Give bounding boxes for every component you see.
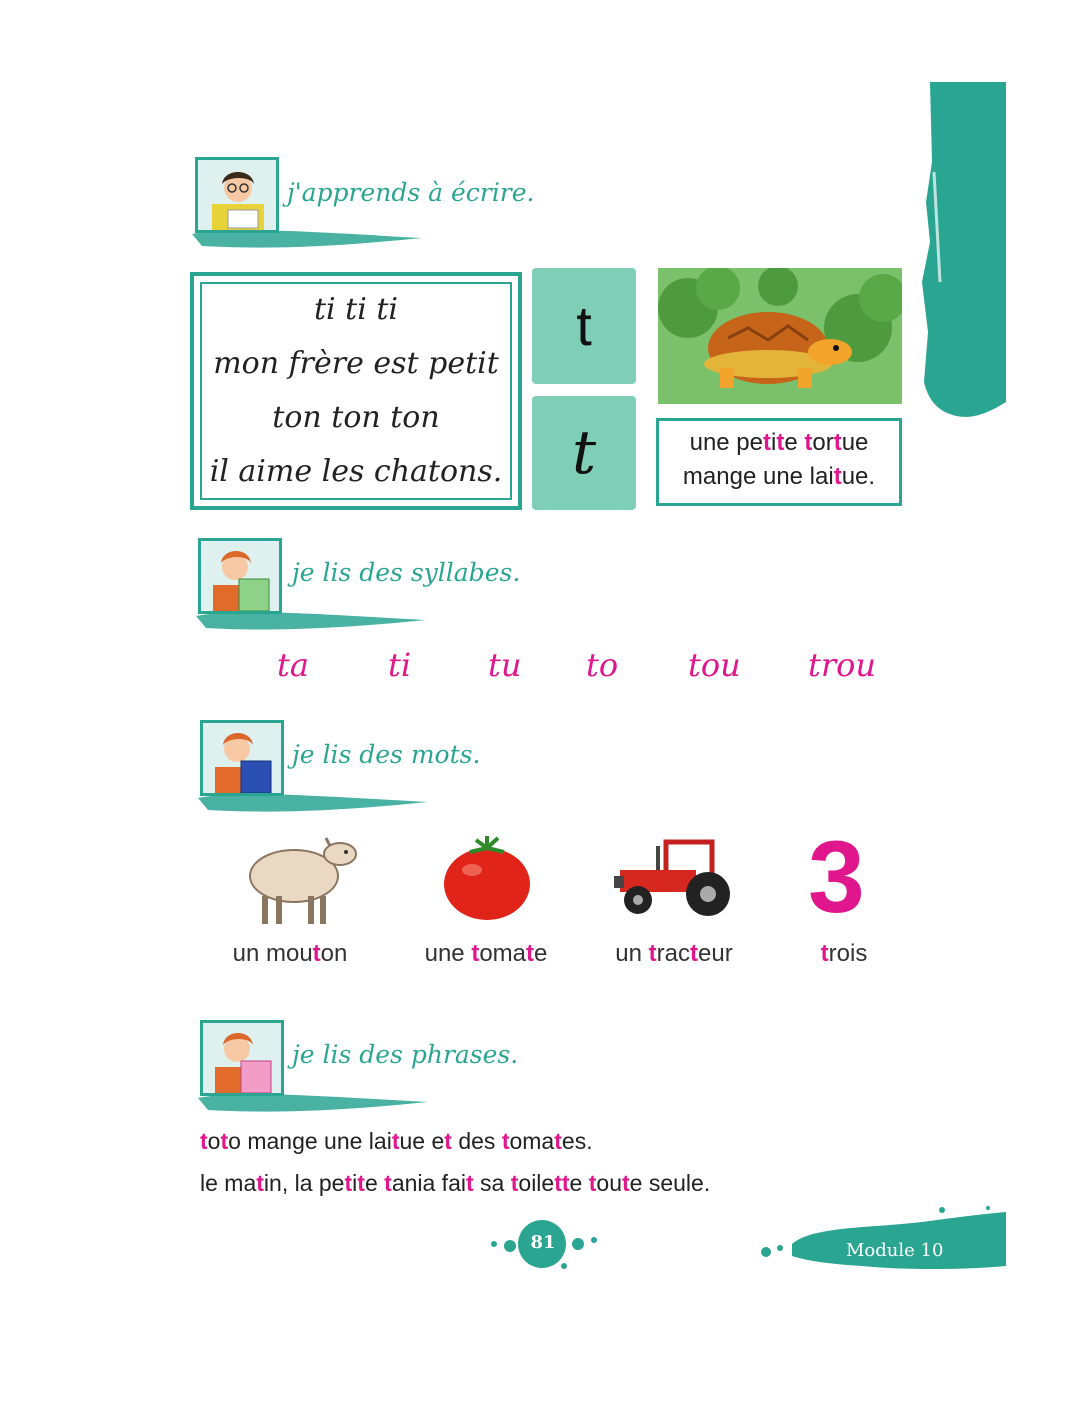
- highlighted-letter: t: [690, 940, 699, 967]
- caption-box: [656, 418, 902, 506]
- section-title-mots: je lis des mots.: [292, 740, 481, 769]
- highlighted-letter: t: [471, 940, 480, 967]
- highlighted-letter: t: [357, 1170, 365, 1196]
- syllable-4: to: [586, 646, 619, 684]
- caption-line-1: [659, 429, 899, 457]
- text-segment: mange une lai: [682, 463, 834, 490]
- text-segment: ou: [596, 1170, 622, 1196]
- header-brush-stroke: [196, 604, 426, 634]
- text-segment: eur: [698, 940, 733, 967]
- syllable-2: ti: [388, 646, 412, 684]
- text-segment: on: [320, 940, 348, 967]
- reading-child-icon-pink-book: [200, 1020, 284, 1096]
- text-segment: e: [569, 1170, 589, 1196]
- highlighted-letter: t: [510, 1170, 519, 1196]
- text-segment: sa: [473, 1170, 511, 1196]
- text-segment: e: [534, 940, 548, 967]
- section-title-ecrire: j'apprends à écrire.: [287, 178, 535, 207]
- word-label-3: [594, 940, 754, 968]
- highlighted-letter: t: [391, 1128, 400, 1154]
- text-segment: ue: [841, 429, 869, 456]
- letter-panel-print: [532, 268, 636, 384]
- text-segment: e: [784, 429, 805, 456]
- writing-line-3: ton ton ton: [272, 400, 440, 435]
- text-segment: e seule.: [629, 1170, 711, 1196]
- reading-child-icon-blue-book: [200, 720, 284, 796]
- word-label-1: [210, 940, 370, 968]
- header-brush-stroke: [192, 222, 422, 252]
- text-segment: ue.: [841, 463, 876, 490]
- highlighted-letter: t: [820, 940, 829, 967]
- highlighted-letter: t: [200, 1128, 208, 1154]
- text-segment: i: [352, 1170, 358, 1196]
- sentence-1: [200, 1128, 593, 1155]
- text-segment: une pe: [689, 429, 763, 456]
- text-segment: i: [771, 429, 777, 456]
- module-label: Module 10: [846, 1240, 944, 1261]
- letter-print: t: [576, 294, 592, 357]
- caption-line-2: [659, 463, 899, 491]
- highlighted-letter: t: [804, 429, 813, 456]
- syllable-6: trou: [808, 646, 877, 684]
- highlighted-letter: t: [465, 1170, 474, 1196]
- highlighted-letter: t: [648, 940, 657, 967]
- highlighted-letter: t: [526, 940, 535, 967]
- writing-line-1: ti ti ti: [313, 292, 399, 327]
- section-title-syllabes: je lis des syllabes.: [292, 558, 521, 587]
- page-number: 81: [530, 1232, 556, 1253]
- writing-line-2: mon frère est petit: [213, 346, 499, 381]
- text-segment: in, la pe: [263, 1170, 345, 1196]
- highlighted-letter: t: [622, 1170, 630, 1196]
- tomato-icon: [440, 834, 534, 922]
- highlighted-letter: tt: [554, 1170, 570, 1196]
- cursive-writing-box: [190, 272, 522, 510]
- highlighted-letter: t: [833, 429, 842, 456]
- highlighted-letter: t: [444, 1128, 452, 1154]
- text-segment: un: [615, 940, 649, 967]
- reading-child-icon-green-book: [198, 538, 282, 614]
- number-three: 3: [808, 820, 865, 934]
- highlighted-letter: t: [384, 1170, 392, 1196]
- letter-panel-cursive: [532, 396, 636, 510]
- text-segment: o mange une lai: [228, 1128, 392, 1154]
- header-brush-stroke: [198, 1086, 428, 1116]
- text-segment: des: [451, 1128, 502, 1154]
- word-label-4: [764, 940, 924, 968]
- highlighted-letter: t: [776, 429, 785, 456]
- text-segment: e: [364, 1170, 385, 1196]
- highlighted-letter: t: [833, 463, 842, 490]
- highlighted-letter: t: [256, 1170, 264, 1196]
- text-segment: oma: [509, 1128, 555, 1154]
- syllable-5: tou: [688, 646, 741, 684]
- module-banner-splash: [752, 1204, 1006, 1274]
- text-segment: un mou: [232, 940, 313, 967]
- word-label-2: [406, 940, 566, 968]
- highlighted-letter: t: [220, 1128, 229, 1154]
- highlighted-letter: t: [344, 1170, 353, 1196]
- text-segment: o: [207, 1128, 221, 1154]
- text-segment: ue e: [399, 1128, 445, 1154]
- side-tab-decoration: [920, 82, 1006, 442]
- sentence-2: [200, 1170, 710, 1197]
- text-segment: ania fai: [391, 1170, 466, 1196]
- text-segment: rac: [656, 940, 691, 967]
- highlighted-letter: t: [763, 429, 771, 456]
- header-brush-stroke: [198, 786, 428, 816]
- text-segment: or: [812, 429, 834, 456]
- writing-line-4: il aime les chatons.: [209, 454, 503, 489]
- highlighted-letter: t: [588, 1170, 597, 1196]
- letter-cursive: t: [571, 418, 597, 488]
- text-segment: oile: [518, 1170, 555, 1196]
- highlighted-letter: t: [501, 1128, 510, 1154]
- text-segment: oma: [479, 940, 527, 967]
- syllable-3: tu: [488, 646, 522, 684]
- turtle-illustration: [658, 268, 902, 404]
- highlighted-letter: t: [312, 940, 321, 967]
- text-segment: rois: [828, 940, 868, 967]
- text-segment: le ma: [200, 1170, 257, 1196]
- sheep-icon: [238, 832, 360, 928]
- highlighted-letter: t: [554, 1128, 562, 1154]
- text-segment: une: [424, 940, 472, 967]
- text-segment: es.: [561, 1128, 593, 1154]
- tractor-icon: [612, 836, 736, 920]
- section-title-phrases: je lis des phrases.: [292, 1040, 519, 1069]
- syllable-1: ta: [277, 646, 309, 684]
